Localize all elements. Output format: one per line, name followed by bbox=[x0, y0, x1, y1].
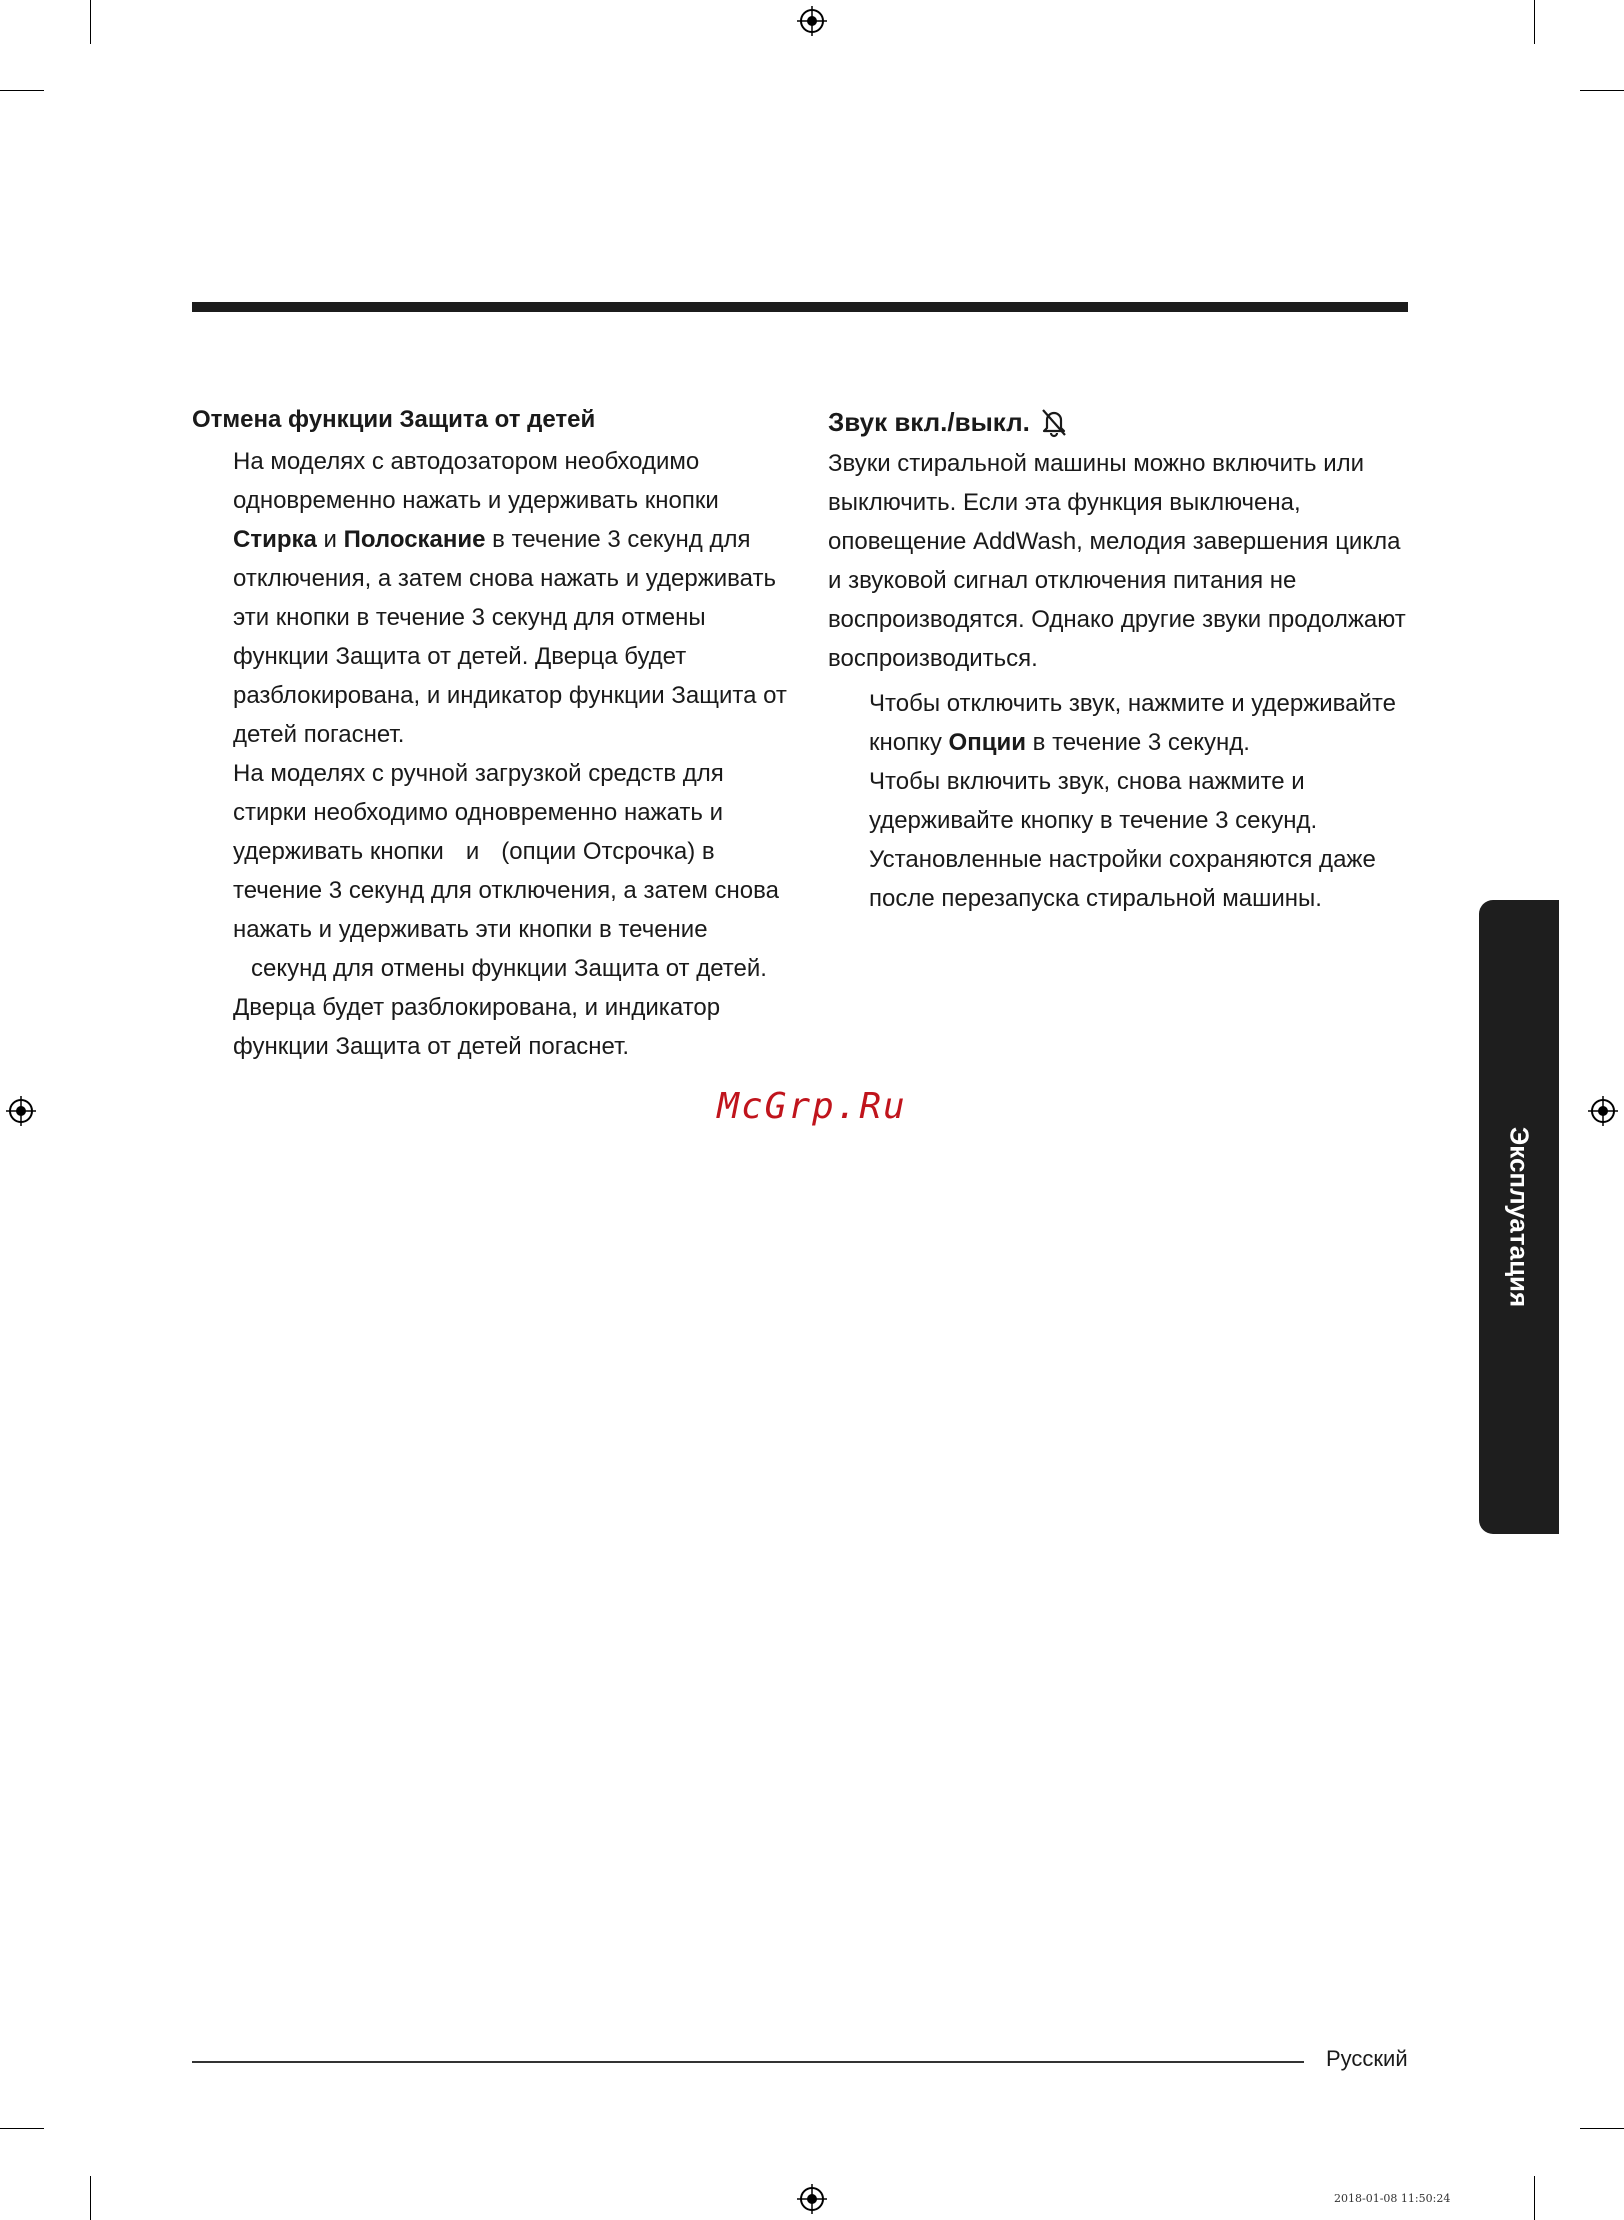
text: в течение 3 секунд для отключения, а затем снова нажать и удерживать эти кнопки в течение 3 секунд для отмены функции Защита от детей. Дверца будет разблокирована, и индикатор функции Защита от детей погаснет. bbox=[233, 526, 787, 748]
text: и bbox=[465, 838, 480, 865]
text: секунд для отмены функции Защита от детей. Дверца будет разблокирована, и индикатор функции Защита от детей погаснет. bbox=[233, 955, 767, 1060]
sound-step-off bbox=[869, 684, 1408, 762]
footer-rule bbox=[192, 2061, 1304, 2063]
crop-mark bbox=[1534, 0, 1535, 44]
crop-mark bbox=[1580, 2128, 1624, 2129]
sound-step-note: Установленные настройки сохраняются даже после перезапуска стиральной машины. bbox=[869, 846, 1376, 912]
right-column bbox=[828, 402, 1408, 918]
sound-intro: Звуки стиральной машины можно включить или выключить. Если эта функция выключена, оповещение AddWash, мелодия завершения цикла и звуковой сигнал отключения питания не воспроизводятся. Однако другие звуки продолжают воспроизводиться. bbox=[828, 450, 1406, 672]
button-name-options: Опции bbox=[948, 729, 1026, 756]
text: в течение 3 секунд. bbox=[1025, 729, 1250, 756]
crop-mark bbox=[1534, 2176, 1535, 2220]
watermark: McGrp.Ru bbox=[717, 1086, 907, 1127]
print-stamp: 2018-01-08 11:50:24 bbox=[1334, 2192, 1451, 2205]
header-rule bbox=[192, 302, 1408, 312]
text: и bbox=[316, 526, 344, 553]
sound-step-on: Чтобы включить звук, снова нажмите и удерживайте кнопку в течение 3 секунд. bbox=[869, 768, 1318, 834]
left-column bbox=[192, 402, 792, 1066]
sound-heading-text: Звук вкл./выкл. bbox=[828, 407, 1030, 437]
crop-mark bbox=[1580, 90, 1624, 91]
side-tab bbox=[1479, 900, 1559, 1534]
paragraph-manual-dispense bbox=[233, 754, 792, 1066]
child-lock-instructions bbox=[192, 442, 792, 1066]
registration-mark-icon bbox=[797, 6, 827, 36]
button-name-wash: Стирка bbox=[233, 526, 317, 553]
text: Чтобы отключить звук, нажмите и удерживайте кнопку bbox=[869, 690, 1396, 756]
crop-mark bbox=[0, 90, 44, 91]
section-heading-sound bbox=[828, 402, 1408, 442]
button-name-rinse: Полоскание bbox=[343, 526, 486, 553]
text: На моделях с ручной загрузкой средств для стирки необходимо одновременно нажать и удерживать кнопки bbox=[233, 760, 724, 865]
section-heading-child-lock-cancel: Отмена функции Защита от детей bbox=[192, 406, 596, 433]
footer-language: Русский bbox=[1326, 2046, 1408, 2071]
side-tab-label: Эксплуатация bbox=[1504, 1126, 1535, 1308]
crop-mark bbox=[90, 2176, 91, 2220]
crop-mark bbox=[90, 0, 91, 44]
sound-steps bbox=[828, 684, 1408, 918]
text: На моделях с автодозатором необходимо одновременно нажать и удерживать кнопки bbox=[233, 448, 719, 514]
registration-mark-icon bbox=[797, 2184, 827, 2214]
text: (опции Отсрочка) в течение 3 секунд для отключения, а затем снова нажать и удерживать эти кнопки в течение bbox=[233, 838, 779, 943]
crop-mark bbox=[0, 2128, 44, 2129]
paragraph-autodispense bbox=[233, 442, 792, 754]
bell-off-icon bbox=[1038, 406, 1070, 438]
